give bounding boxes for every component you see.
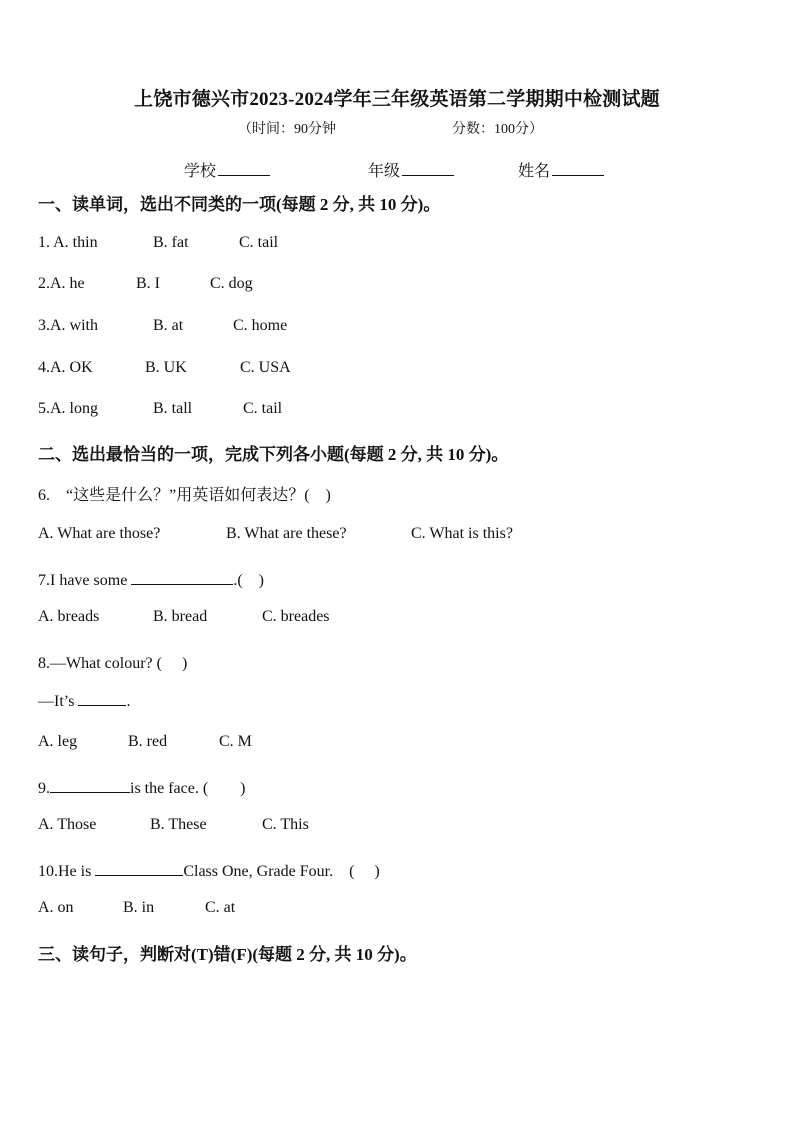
question-8-option-a: A. leg: [38, 733, 78, 750]
question-10-blank: [95, 861, 183, 876]
section-2-heading: 二、选出最恰当的一项，完成下列各小题(每题 2 分, 共 10 分)。: [38, 445, 509, 464]
question-10-option-b: B. in: [123, 899, 155, 916]
question-9: [38, 775, 246, 798]
question-7-bracket: .( ): [233, 572, 264, 589]
question-6-option-a: A. What are those?: [38, 525, 161, 542]
exam-time: （时间：90分钟: [238, 122, 336, 137]
question-9-option-b: B. These: [150, 816, 207, 833]
question-6: 6. “这些是什么？”用英语如何表达？( ): [38, 487, 331, 504]
question-5-option-b: B. tall: [153, 400, 193, 417]
question-8-answer-text: —It’s: [38, 693, 79, 710]
question-7-option-b: B. bread: [153, 608, 208, 625]
question-5-option-c: C. tail: [243, 400, 283, 417]
question-10-text: 10.He is: [38, 863, 96, 880]
exam-score: 分数：100分）: [452, 122, 543, 137]
question-8-option-c: C. M: [219, 733, 252, 750]
question-9-text: is the face. ( ): [130, 780, 246, 797]
question-8-answer-line: [38, 691, 130, 711]
question-8-option-b: B. red: [128, 733, 168, 750]
grade-blank: [402, 161, 454, 176]
question-2-option-c: C. dog: [210, 275, 253, 292]
grade-label: 年级: [368, 163, 401, 180]
question-4-option-c: C. USA: [240, 359, 291, 376]
question-9-number: 9.: [38, 780, 50, 797]
question-1-option-a: 1. A. thin: [38, 234, 98, 251]
question-7: [38, 567, 264, 590]
question-10-option-c: C. at: [205, 899, 236, 916]
question-8: 8.—What colour? ( ): [38, 655, 188, 672]
question-8-period: .: [126, 693, 131, 710]
question-3-option-a: 3.A. with: [38, 317, 98, 334]
school-blank: [218, 161, 270, 176]
question-2-option-a: 2.A. he: [38, 275, 85, 292]
name-label: 姓名: [518, 163, 551, 180]
section-1-heading: 一、读单词，选出不同类的一项(每题 2 分, 共 10 分)。: [38, 195, 441, 214]
question-10: [38, 858, 380, 881]
question-7-text: 7.I have some: [38, 572, 132, 589]
question-1-option-c: C. tail: [239, 234, 279, 251]
question-10-rest: Class One, Grade Four. ( ): [183, 863, 380, 880]
question-6-option-b: B. What are these?: [226, 525, 347, 542]
question-9-blank: [50, 778, 130, 793]
question-1-option-b: B. fat: [153, 234, 189, 251]
question-6-option-c: C. What is this?: [411, 525, 513, 542]
school-label: 学校: [184, 163, 217, 180]
grade-field: [368, 158, 454, 181]
exam-title: 上饶市德兴市2023-2024学年三年级英语第二学期期中检测试题: [134, 89, 660, 110]
question-7-blank: [131, 570, 233, 585]
name-field: [518, 158, 604, 181]
question-3-option-b: B. at: [153, 317, 184, 334]
school-field: [184, 158, 270, 181]
question-3-option-c: C. home: [233, 317, 288, 334]
question-4-option-a: 4.A. OK: [38, 359, 93, 376]
question-7-option-a: A. breads: [38, 608, 100, 625]
question-10-option-a: A. on: [38, 899, 74, 916]
question-2-option-b: B. I: [136, 275, 160, 292]
name-blank: [552, 161, 604, 176]
question-5-option-a: 5.A. long: [38, 400, 98, 417]
section-3-heading: 三、读句子，判断对(T)错(F)(每题 2 分, 共 10 分)。: [38, 945, 417, 964]
question-9-option-a: A. Those: [38, 816, 97, 833]
question-7-option-c: C. breades: [262, 608, 330, 625]
question-4-option-b: B. UK: [145, 359, 187, 376]
question-8-blank: [78, 691, 126, 706]
question-9-option-c: C. This: [262, 816, 309, 833]
